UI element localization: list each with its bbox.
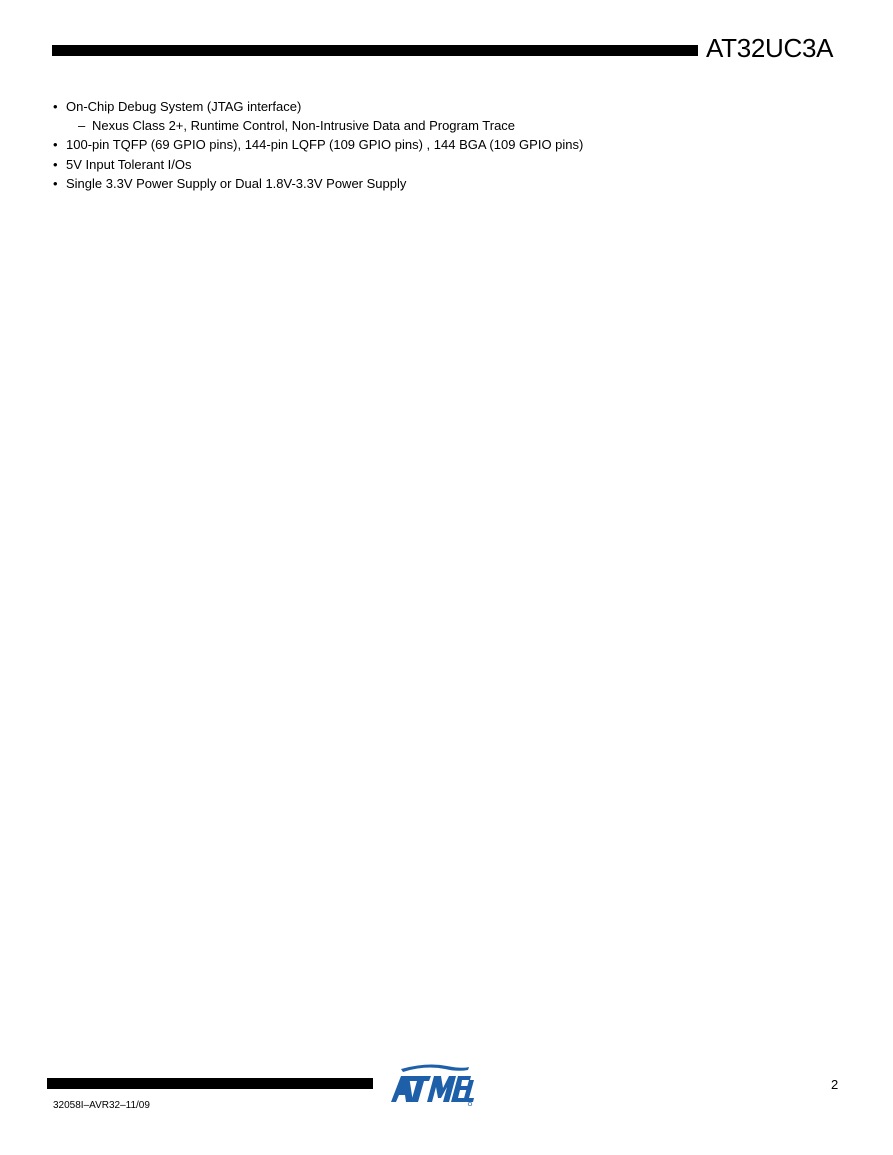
- sub-list-item-text: Nexus Class 2+, Runtime Control, Non-Intrusive Data and Program Trace: [92, 118, 516, 134]
- bullet-icon: •: [53, 99, 58, 114]
- list-item: [53, 155, 583, 174]
- header-rule: [52, 45, 698, 56]
- list-item-text: Single 3.3V Power Supply or Dual 1.8V-3.3V Power Supply: [66, 175, 407, 191]
- document-title: AT32UC3A: [706, 33, 834, 63]
- bullet-icon: •: [53, 175, 58, 191]
- list-item: [53, 135, 583, 154]
- bullet-icon: •: [53, 156, 58, 172]
- list-item: [53, 174, 583, 193]
- document-code: 32058I–AVR32–11/09: [53, 1100, 150, 1111]
- list-item-text: On-Chip Debug System (JTAG interface): [66, 99, 302, 114]
- dash-icon: –: [78, 118, 86, 134]
- sub-list-item: [66, 116, 583, 135]
- list-item-text: 5V Input Tolerant I/Os: [66, 156, 192, 172]
- bullet-icon: •: [53, 137, 58, 153]
- list-item: [53, 97, 583, 135]
- footer-rule: [47, 1078, 373, 1089]
- feature-list: [53, 97, 583, 193]
- list-item-text: 100-pin TQFP (69 GPIO pins), 144-pin LQFP (109 GPIO pins) , 144 BGA (109 GPIO pins): [66, 137, 584, 153]
- atmel-logo: [387, 1062, 475, 1106]
- page-number: 2: [831, 1077, 839, 1092]
- sub-list: [66, 116, 583, 135]
